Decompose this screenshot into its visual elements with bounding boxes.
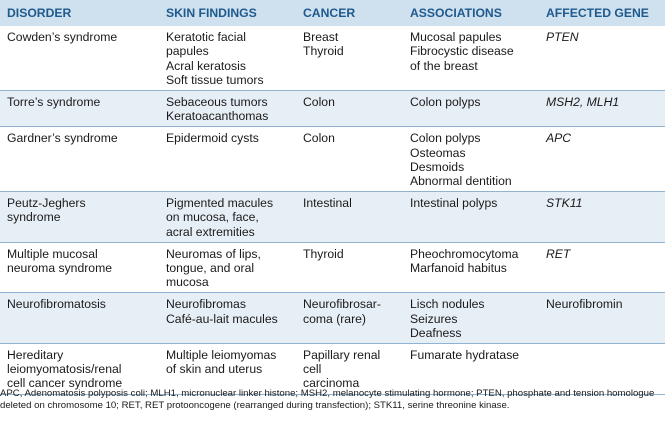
disorder-cell: Hereditary leiomyomatosis/renal cell cancer syndrome [7,348,123,391]
table-row [0,242,665,293]
header-associations: ASSOCIATIONS [403,0,539,26]
associations-cell: Intestinal polyps [410,196,498,211]
table-row [0,192,665,243]
table-header-row [0,0,665,26]
cancer-cell: Intestinal [303,196,352,211]
header-disorder: DISORDER [0,0,159,26]
header-cancer: CANCER [296,0,403,26]
table-row [0,344,665,395]
affected-gene-cell: MSH2, MLH1 [546,95,620,110]
cancer-cell: Papillary renal cell carcinoma [303,348,381,391]
associations-cell: Pheochromocytoma Marfanoid habitus [410,246,519,276]
cancer-cell: Thyroid [303,246,344,261]
associations-cell: Colon polyps [410,95,481,110]
affected-gene-cell: APC [546,131,572,146]
table-row [0,26,665,90]
cancer-cell: Neurofibrosar- coma (rare) [303,297,381,326]
table-row [0,293,665,344]
associations-cell: Mucosal papules Fibrocystic disease of the breast [410,30,514,73]
disorder-cell: Peutz-Jeghers syndrome [7,196,86,225]
associations-cell: Fumarate hydratase [410,348,520,363]
table-body [0,26,665,394]
associations-cell: Colon polyps Osteomas Desmoids Abnormal dentition [410,131,512,189]
disorder-cell: Cowden’s syndrome [7,30,118,45]
affected-gene-cell: PTEN [546,30,579,45]
skin-findings-cell: Keratotic facial papules Acral keratosis Soft tissue tumors [166,30,264,87]
skin-findings-cell: Neurofibromas Café-au-lait macules [166,297,278,326]
skin-findings-cell: Multiple leiomyomas of skin and uterus [166,348,277,377]
skin-findings-cell: Neuromas of lips, tongue, and oral mucosa [166,246,261,290]
table-row [0,127,665,192]
header-affected-gene: AFFECTED GENE [539,0,665,26]
header-skin-findings: SKIN FINDINGS [159,0,296,26]
associations-cell: Lisch nodules Seizures Deafness [410,297,485,340]
table-footnote: APC, Adenomatosis polyposis coli; MLH1, micronuclear linker histone; MSH2, melanocyte stimulating hormone; PTEN, phosphate and tension homologue deleted on chromosome 10; RET, RET protooncogene (rearranged during transfection); STK11, serine threonine kinase. [0,388,655,411]
disorder-cell: Neurofibromatosis [7,297,106,312]
affected-gene-cell [539,344,665,395]
skin-findings-cell: Epidermoid cysts [166,131,259,146]
skin-findings-cell: Pigmented macules on mucosa, face, acral extremities [166,196,274,239]
cancer-cell: Colon [303,95,335,110]
disorder-cell: Multiple mucosal neuroma syndrome [7,246,112,276]
disorder-cell: Torre’s syndrome [7,95,101,110]
cancer-cell: Colon [303,131,335,146]
affected-gene-cell: RET [546,246,571,261]
skin-findings-cell: Sebaceous tumors Keratoacanthomas [166,95,269,124]
affected-gene-cell: STK11 [546,196,583,211]
cancer-cell: Breast Thyroid [303,30,344,59]
affected-gene-cell: Neurofibromin [546,297,623,312]
table-row [0,91,665,127]
disorder-cell: Gardner’s syndrome [7,131,118,146]
